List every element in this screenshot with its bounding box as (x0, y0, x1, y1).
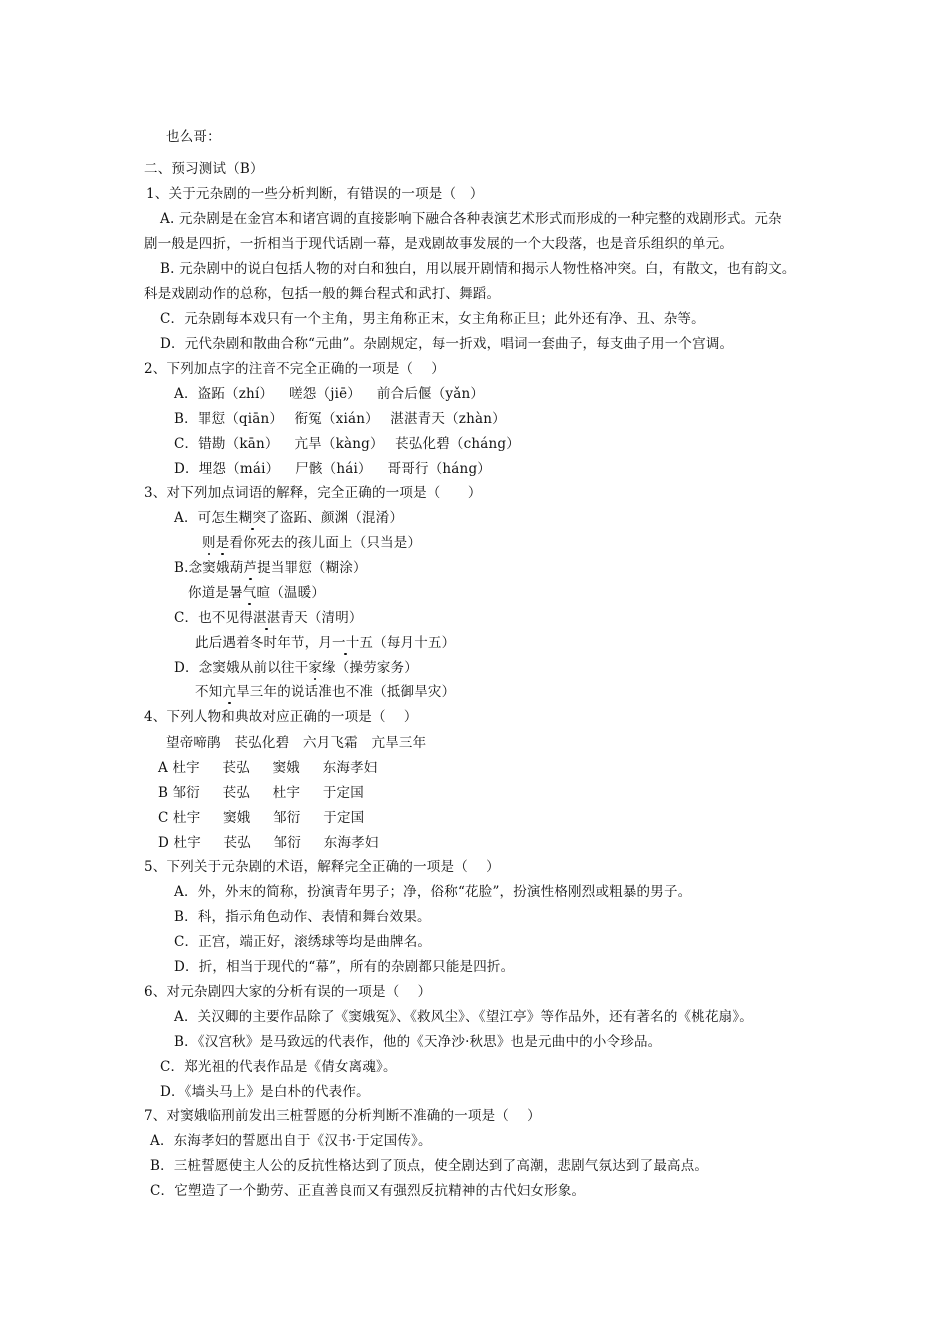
option-text: A．外，外末的简称，扮演青年男子；净，俗称“花脸”，扮演性格刚烈或粗暴的男子。 (174, 884, 692, 900)
option-text (195, 683, 455, 701)
option-text: C．错勘（kān） 亢旱（kàng） 苌弘化碧（cháng） (174, 436, 520, 452)
section-heading: 二、预习测试（B） (144, 161, 264, 177)
option-text: D．《墙头马上》是白朴的代表作。 (160, 1084, 370, 1100)
option-text (195, 634, 455, 652)
text-run: （每月十五） (373, 635, 456, 651)
option-text: B. 元杂剧中的说白包括人物的对白和独白，用以展开剧情和揭示人物性格冲突。白，有散文，也有韵文。 (160, 261, 796, 277)
option-text (202, 534, 421, 552)
option-text (188, 584, 325, 602)
option-text: C．郑光祖的代表作品是《倩女离魂》。 (160, 1059, 397, 1075)
option-text: 望帝啼鹃 苌弘化碧 六月飞霜 亢旱三年 (166, 735, 427, 751)
text-run: （操劳家务） (335, 660, 418, 676)
dotted-phrase: 葫芦提 (229, 560, 271, 576)
dotted-phrase: 湛湛 (253, 610, 281, 626)
text-run: 青天（清明） (280, 610, 363, 626)
question-6: 6、对元杂剧四大家的分析有误的一项是（ ） (144, 984, 432, 1000)
question-3: 3、对下列加点词语的解释，完全正确的一项是（ ） (144, 485, 482, 501)
text-run: D．念窦娥从前以往 (174, 660, 295, 676)
dotted-phrase: 则 (202, 535, 216, 551)
option-text: B 邹衍 苌弘 杜宇 于定国 (158, 785, 364, 801)
option-text: C 杜宇 窦娥 邹衍 于定国 (158, 810, 365, 826)
dotted-phrase: 是 (215, 535, 230, 551)
option-text: 剧一般是四折，一折相当于现代话剧一幕，是戏剧故事发展的一个大段落，也是音乐组织的单元。 (144, 236, 734, 252)
text-run: 不知 (195, 684, 223, 700)
text-run: 当罪愆（糊涂） (270, 560, 367, 576)
text-run: A．可怎生 (174, 510, 239, 526)
option-text: B．科，指示角色动作、表情和舞台效果。 (174, 909, 431, 925)
option-text (174, 559, 367, 577)
option-text: 科是戏剧动作的总称，包括一般的舞台程式和武打、舞蹈。 (144, 286, 501, 302)
question-2: 2、下列加点字的注音不完全正确的一项是（ ） (144, 361, 445, 377)
question-7: 7、对窦娥临刑前发出三桩誓愿的分析判断不准确的一项是（ ） (144, 1108, 541, 1124)
text-run: B.念窦娥 (174, 560, 230, 576)
option-text: A．东海孝妇的誓愿出自于《汉书·于定国传》。 (150, 1133, 432, 1149)
option-text (174, 609, 363, 627)
option-text: A 杜宇 苌弘 窦娥 东海孝妇 (158, 760, 378, 776)
option-text: D．元代杂剧和散曲合称“元曲”。杂剧规定，每一折戏，唱词一套曲子，每支曲子用一个宫调。 (160, 336, 734, 352)
option-text: B．三桩誓愿使主人公的反抗性格达到了顶点，使全剧达到了高潮，悲剧气氛达到了最高点。 (150, 1158, 709, 1174)
dotted-phrase: 糊突 (238, 510, 267, 526)
question-1: 1、关于元杂剧的一些分析判断，有错误的一项是（ ） (146, 186, 484, 202)
option-text: B．罪愆（qiān） 衔冤（xián） 湛湛青天（zhàn） (174, 411, 506, 427)
text-run: 此后遇着冬时年节， (195, 635, 319, 651)
option-text: C．正宫，端正好，滚绣球等均是曲牌名。 (174, 934, 432, 950)
option-text: C．元杂剧每本戏只有一个主角，男主角称正末，女主角称正旦；此外还有净、丑、杂等。 (160, 311, 705, 327)
text-run: 了盗跖、颜渊（混淆） (266, 510, 404, 526)
option-text: D．折，相当于现代的“幕”，所有的杂剧都只能是四折。 (174, 959, 515, 975)
text-run: 你道是 (188, 585, 230, 601)
option-text: A．盗跖（zhí） 嗟怨（jiē） 前合后偃（yǎn） (174, 386, 485, 402)
option-text (174, 509, 403, 527)
question-5: 5、下列关于元杂剧的术语，解释完全正确的一项是（ ） (144, 859, 500, 875)
text-line: 也么哥： (166, 129, 221, 145)
option-text (174, 659, 418, 677)
question-4: 4、下列人物和典故对应正确的一项是（ ） (144, 709, 418, 725)
option-text: D 杜宇 苌弘 邹衍 东海孝妇 (158, 835, 379, 851)
dotted-phrase: 暑气暄 (229, 585, 271, 601)
text-run: （温暖） (270, 585, 326, 601)
option-text: C．它塑造了一个勤劳、正直善良而又有强烈反抗精神的古代妇女形象。 (150, 1183, 586, 1199)
dotted-phrase: 月一十五 (318, 635, 374, 651)
option-text: B．《汉宫秋》是马致远的代表作，他的《天净沙·秋思》也是元曲中的小令珍品。 (174, 1034, 662, 1050)
dotted-phrase: 亢 (222, 684, 237, 700)
text-run: C．也不见得 (174, 610, 254, 626)
text-run: 旱三年的说话准也不准（抵御旱灾） (236, 684, 456, 700)
text-run: 看你死去的孩儿面上（只当是） (229, 535, 422, 551)
option-text: A．关汉卿的主要作品除了《窦娥冤》、《救风尘》、《望江亭》等作品外，还有著名的《桃花扇》。 (174, 1009, 753, 1025)
option-text: D．埋怨（mái） 尸骸（hái） 哥哥行（háng） (174, 461, 491, 477)
dotted-phrase: 干家缘 (294, 660, 336, 676)
option-text: A. 元杂剧是在金宫本和诸宫调的直接影响下融合各种表演艺术形式而形成的一种完整的戏剧形式。元杂 (160, 211, 782, 227)
